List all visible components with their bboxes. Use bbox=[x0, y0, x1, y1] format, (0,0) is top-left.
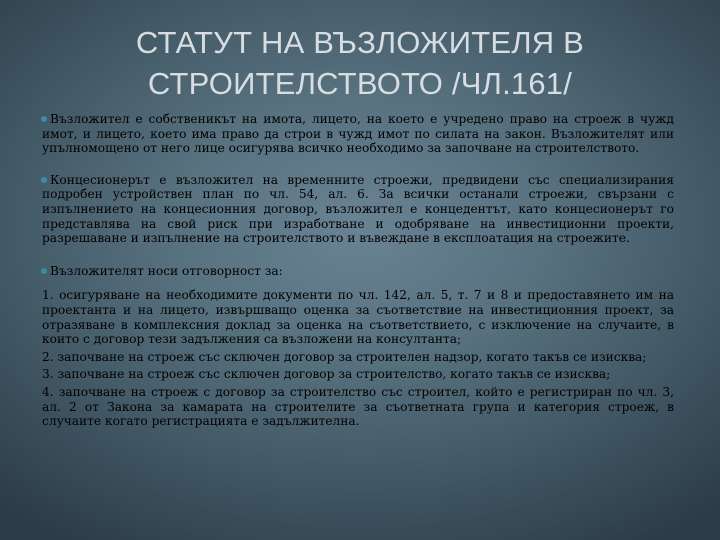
slide-title bbox=[60, 22, 660, 104]
bullet-dot-icon bbox=[41, 268, 47, 274]
slide-title-line-2: СТРОИТЕЛСТВОТО /ЧЛ.161/ bbox=[147, 66, 573, 101]
slide-body bbox=[42, 112, 674, 429]
bullet-paragraph-1-text: Възложител е собственикът на имота, лицето, на което е учредено право на строеж в чужд имот, и лицето, което има право да строи в чужд имот по силата на закон. Възложителят или упълномощено от него лице осигурява всичко необходимо за започване на строителството. bbox=[42, 112, 674, 156]
list-item-3: 3. започване на строеж със сключен договор за строителство, когато такъв се изисква; bbox=[42, 367, 611, 382]
bullet-paragraph-3 bbox=[42, 264, 674, 279]
bullet-paragraph-1 bbox=[42, 112, 674, 156]
bullet-paragraph-3-text: Възложителят носи отговорност за: bbox=[50, 263, 283, 278]
bullet-paragraph-2-text: Концесионерът е възложител на временните строежи, предвидени със специализирания подробен устройствен план по чл. 54, ал. 6. За всички останали строежи, свързани с изпълнението на концесионния договор, възложител е концедентът, като концесионерът го представлява на свой риск при изработване и одобряване на инвестиционни проекти, разрешаване и изпълнение на строителството и въвеждане в експлоатация на строежите. bbox=[42, 172, 674, 246]
slide-title-line-1: СТАТУТ НА ВЪЗЛОЖИТЕЛЯ В bbox=[135, 25, 585, 60]
list-item-1: 1. осигуряване на необходимите документи по чл. 142, ал. 5, т. 7 и 8 и предоставянето им на проектанта и на лицето, извършващо оценка за съответствие на инвестиционния проект, за отразяване в комплексния доклад за оценка на съответствието, с изключение на случаите, в които с договор тези задължения са възложени на консултанта; bbox=[42, 288, 674, 347]
bullet-dot-icon bbox=[41, 177, 47, 183]
list-item-2: 2. започване на строеж със сключен договор за строителен надзор, когато такъв се изисква; bbox=[42, 349, 647, 364]
bullet-dot-icon bbox=[41, 116, 47, 122]
list-item-4: 4. започване на строеж с договор за строителство със строител, който е регистриран по чл. 3, ал. 2 от Закона за камарата на строителите за съответната група и категория строеж, в случаите когато регистрацията е задължителна. bbox=[42, 384, 674, 429]
bullet-paragraph-2 bbox=[42, 173, 674, 246]
